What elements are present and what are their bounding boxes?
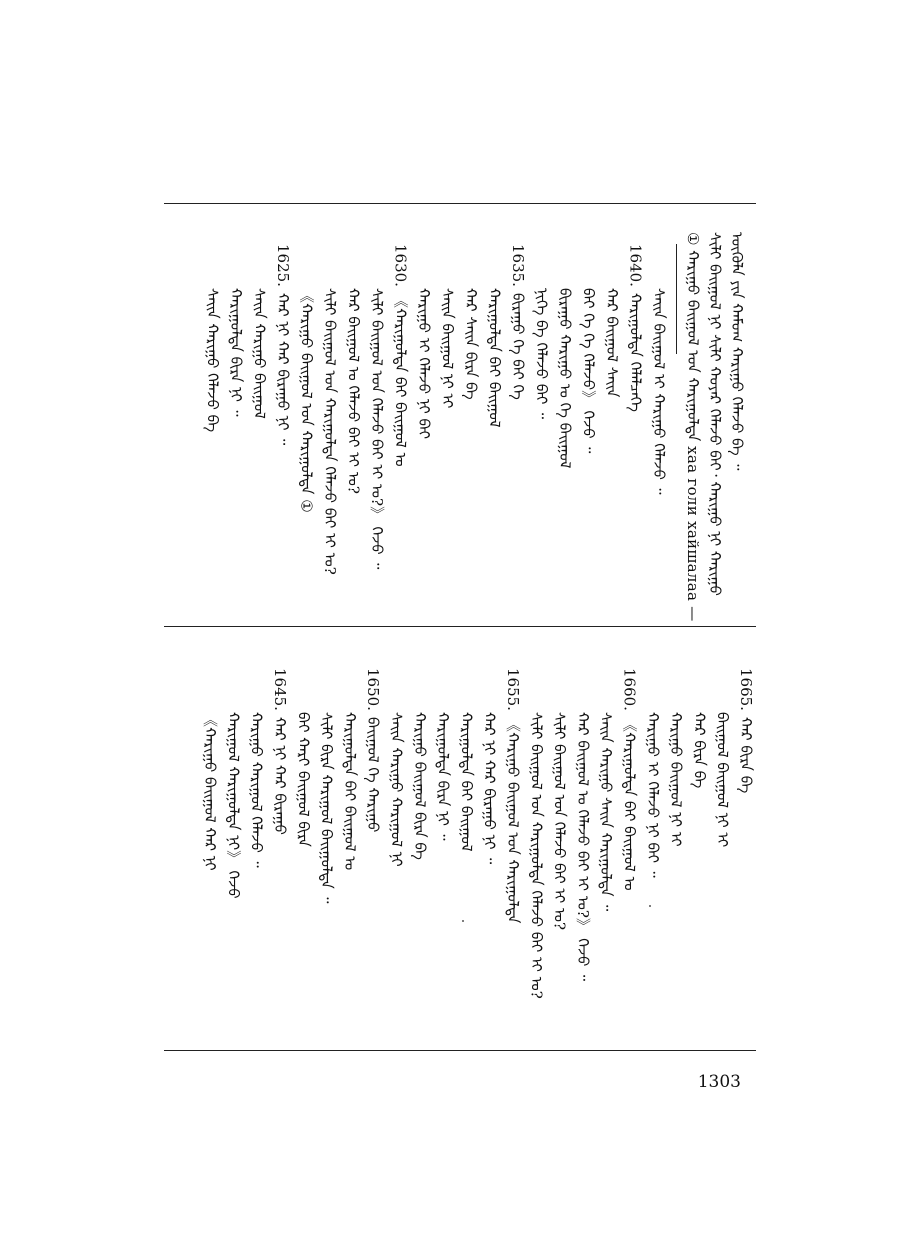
verse-column: [204, 288, 222, 432]
verse-column: [714, 712, 732, 847]
verse-line: ᠰᠢᠯᠢ ᠪᠠᠢᠭᠤᠯ ᠤᠨ ᠬᠠᠷᠢᠭᠤᠯᠲᠠ ᠬᠡᠯᠡᠵᠦ ᠪᠠᠢ ᠢ ᠤ?: [321, 288, 339, 575]
faint-dot: [462, 920, 464, 922]
footnote-line-text: ᠰᠢᠯᠢ ᠪᠠᠢᠭᠤᠯ ᠨᠢ ᠰᠢᠯᠢ ᠬᠤᠶᠠᠷ ᠬᠡᠯᠡᠵᠦ ᠪᠠᠢ᠂ ᠬᠠᠷᠢᠭᠤ ᠨᠢ ᠬᠠᠷᠢᠭᠤ: [706, 232, 724, 596]
verse-column: [621, 668, 639, 891]
footnote-line: [684, 232, 702, 622]
verse-column: [368, 288, 386, 569]
verse-line: ᠬᠠᠷ ᠪᠠᠢᠭᠤᠯ ᠤ ᠬᠡᠯᠡᠵᠦ ᠪᠠᠢ ᠢ ᠤ?: [344, 288, 363, 494]
verse-line: 《ᠬᠠᠷᠢᠭᠤᠯᠲᠠ ᠪᠠᠢ ᠪᠠᠢᠭᠤᠯ ᠤ: [391, 292, 410, 467]
verse-column: [271, 668, 289, 835]
verse-column: [737, 668, 755, 793]
verse-line: ᠬᠠᠷ ᠪᠠᠢᠭᠤᠯ ᠤ ᠬᠡᠯᠡᠵᠦ ᠪᠠᠢ ᠢ ᠤ?》 ᠭᠡᠵᠦ ᠃: [573, 712, 592, 982]
footnote-line: [728, 232, 746, 470]
verse-line: ᠪᠠᠢᠭᠤᠯ ᠭᠡ ᠬᠠᠷᠢᠭᠤ: [364, 716, 383, 833]
verse-column: [345, 288, 363, 494]
verse-line: 《ᠬᠠᠷᠢᠭᠤᠯᠲᠠ ᠪᠠᠢ ᠪᠠᠢᠭᠤᠯ ᠤ: [620, 716, 639, 891]
verse-column: [318, 712, 336, 903]
verse-column: [388, 712, 406, 867]
verse-line: ᠬᠠᠷᠢᠭᠤᠯ ᠬᠠᠷᠢᠭᠤᠯᠲᠠ ᠨᠢ》 ᠭᠡᠵᠦ: [224, 712, 243, 899]
verse-line: ᠬᠠᠷᠢᠭᠤ ᠪᠠᠢᠭᠤᠯ ᠪᠢᠷᠠ ᠪᠡ: [410, 712, 429, 860]
verse-column: [667, 712, 685, 847]
verse-line: ᠰᠢᠯᠢ ᠪᠠᠢᠭᠤᠯ ᠤᠨ ᠬᠡᠯᠡᠵᠦ ᠪᠠᠢ ᠢ ᠤ?: [550, 712, 569, 931]
verse-line: ᠬᠠᠷᠢᠭᠤ ᠢ ᠬᠡᠯᠡᠵᠦ ᠨᠢ ᠪᠠᠢ: [415, 288, 433, 439]
verse-column: [597, 712, 615, 911]
verse-column: [439, 288, 457, 408]
verse-line: ᠬᠠᠷᠢᠭᠤᠯᠲᠠ ᠪᠠᠢ ᠪᠠᠢᠭᠤᠯ ᠤ: [340, 712, 359, 871]
verse-column: [481, 712, 499, 864]
verse-line: ᠰᠠᠢᠨ ᠬᠠᠷᠢᠭᠤ ᠰᠠᠢᠨ ᠬᠠᠷᠢᠭᠤᠯᠲᠠ ᠃: [597, 712, 616, 912]
verse-column: [462, 288, 480, 400]
verse-column: [603, 288, 621, 397]
verse-column: [551, 712, 569, 930]
verse-line: ᠨᠢᠭᠡ ᠪᠡ ᠬᠡᠯᠡᠵᠦ ᠪᠠᠢ ᠃: [532, 288, 551, 420]
verse-line: 《ᠬᠠᠷᠢᠭᠤ ᠪᠠᠢᠭᠤᠯ ᠤᠨ ᠬᠠᠷᠢᠭᠤᠯᠲᠠ: [504, 716, 522, 924]
verse-column: [201, 712, 219, 871]
verse-line: ᠬᠠᠷ ᠪᠢᠷᠠ ᠪᠡ: [690, 712, 709, 789]
line-number: 1640.: [626, 244, 645, 287]
verse-line: ᠰᠢᠯᠢ ᠪᠠᠢᠭᠤᠯ ᠤᠨ ᠬᠠᠷᠢᠭᠤᠯᠲᠠ ᠬᠡᠯᠡᠵᠦ ᠪᠠᠢ ᠢ ᠤ?: [527, 712, 546, 999]
middle-rule: [164, 626, 756, 627]
verse-column: [650, 288, 668, 495]
footnote-separator: [676, 244, 677, 354]
verse-line: ᠰᠠᠢᠨ ᠪᠠᠢᠭᠤᠯ ᠨᠢ ᠢ: [438, 288, 457, 409]
line-number: 1645.: [271, 668, 289, 711]
verse-column: [457, 712, 475, 852]
verse-column: [341, 712, 359, 870]
verse-column: [251, 288, 269, 419]
verse-line: ᠬᠠᠷ ᠪᠠᠢᠭᠤᠯ ᠰᠠᠢᠨ: [603, 288, 621, 398]
verse-line: 《ᠬᠠᠷᠢᠭᠤ ᠪᠠᠢᠭᠤᠯ ᠬᠠᠷ ᠨᠢ: [201, 712, 220, 871]
verse-column: [556, 288, 574, 468]
verse-line: ᠰᠢᠯᠢ ᠪᠠᠢᠭᠤᠯ ᠤᠨ ᠬᠡᠯᠡᠵᠦ ᠪᠠᠢ ᠢ ᠤ?》 ᠭᠡᠵᠦ ᠃: [368, 288, 386, 570]
verse-line: ᠪᠠᠢ ᠭᠡ ᠭᠡ ᠬᠡᠯᠡᠵᠦ》 ᠭᠡᠵᠦ ᠃: [579, 288, 598, 454]
verse-line: ᠬᠠᠷ ᠪᠢᠷᠠ ᠪᠡ: [737, 716, 755, 794]
line-number: 1665.: [737, 668, 755, 711]
line-number: 1650.: [364, 668, 383, 711]
faint-dot: [649, 905, 651, 907]
verse-column: [321, 288, 339, 575]
verse-column: [627, 244, 645, 412]
footnote-line-text: ① ᠬᠠᠷᠢᠭᠤ ᠪᠠᠢᠭᠤᠯ ᠤᠨ ᠬᠠᠷᠢᠭᠤᠯᠲᠠ xaa голи xaйшалаа —: [684, 232, 702, 622]
verse-line: 《ᠬᠠᠷᠢᠭᠤ ᠪᠠᠢᠭᠤᠯ ᠤᠨ ᠬᠠᠷᠢᠭᠤᠯᠲᠠ ①: [297, 288, 316, 513]
verse-column: [224, 712, 242, 899]
verse-column: [574, 712, 592, 981]
verse-column: [227, 288, 245, 417]
line-number: 1655.: [504, 668, 522, 711]
verse-line: ᠪᠢᠷᠠᠭᠤ ᠬᠡ ᠪᠠᠢ ᠬᠡ: [509, 292, 527, 400]
verse-line: ᠬᠠᠷᠢᠭᠤ ᠬᠠᠷᠢᠭᠤᠯ ᠬᠡᠯᠡᠵᠦ ᠃: [247, 712, 266, 868]
verse-column: [411, 712, 429, 860]
verse-line: ᠬᠠᠷᠢᠭᠤᠯᠲᠠ ᠪᠠᠢ ᠪᠠᠢᠭᠤᠯ: [485, 288, 504, 428]
verse-line: ᠬᠠᠷ ᠨᠢ ᠬᠠᠷ ᠪᠢᠷᠠᠭᠤ ᠨᠢ ᠃: [480, 712, 499, 865]
verse-line: ᠰᠠᠢᠨ ᠪᠠᠢᠭᠤᠯ ᠢ ᠬᠠᠷᠢᠭᠤ ᠬᠡᠯᠡᠵᠦ ᠃: [650, 288, 668, 495]
verse-line: ᠪᠠᠢ ᠬᠠᠷᠢ ᠪᠠᠢᠭᠤᠯ ᠪᠢᠷᠠ: [294, 712, 313, 847]
verse-line: ᠬᠠᠷᠢᠭᠤ ᠢ ᠬᠡᠯᠡᠵᠦ ᠨᠢ ᠪᠠᠢ ᠃: [643, 712, 662, 878]
verse-line: ᠰᠠᠢᠨ ᠬᠠᠷᠢᠭᠤ ᠬᠡᠯᠡᠵᠦ ᠪᠡ: [203, 288, 222, 433]
verse-column: [274, 244, 292, 445]
verse-line: ᠬᠠᠷ ᠨᠢ ᠬᠠᠷ ᠪᠢᠷᠠᠭᠤ: [271, 716, 289, 835]
verse-column: [392, 244, 410, 467]
verse-line: ᠰᠠᠢᠨ ᠬᠠᠷᠢᠭᠤ ᠪᠠᠢᠭᠤᠯ: [250, 288, 269, 419]
verse-line: ᠰᠢᠯᠢ ᠪᠢᠷᠠ ᠬᠠᠷᠢᠭᠤᠯ ᠪᠠᠢᠭᠤᠯᠲᠠ ᠃: [317, 712, 336, 904]
verse-column: [298, 288, 316, 513]
verse-line: ᠰᠠᠢᠨ ᠬᠠᠷᠢᠭᠤ ᠬᠠᠷᠢᠭᠤᠯ ᠨᠢ: [387, 712, 406, 867]
verse-column: [527, 712, 545, 999]
top-rule: [164, 203, 756, 204]
line-number: 1660.: [620, 668, 639, 711]
line-number: 1625.: [274, 244, 292, 287]
line-number: 1635.: [509, 244, 527, 287]
verse-column: [644, 712, 662, 878]
line-number: 1630.: [391, 244, 410, 287]
footnote-line: [706, 232, 724, 596]
verse-line: ᠬᠠᠷᠢᠭᠤ ᠪᠠᠢᠭᠤᠯ ᠨᠢ ᠢ: [667, 712, 686, 847]
verse-line: ᠪᠠᠢᠭᠤᠯ ᠪᠠᠢᠭᠤᠯ ᠨᠢ ᠢ: [713, 712, 732, 848]
verse-column: [486, 288, 504, 428]
verse-column: [533, 288, 551, 419]
verse-column: [248, 712, 266, 868]
verse-line: ᠬᠠᠷᠢᠭᠤᠯᠲᠠ ᠪᠢᠷᠠ ᠨᠢ ᠃: [434, 712, 453, 841]
verse-column: [509, 244, 527, 400]
verse-line: ᠬᠠᠷ ᠰᠠᠢᠨ ᠪᠢᠷᠠ ᠪᠡ: [462, 288, 480, 400]
verse-column: [294, 712, 312, 847]
page-number: 1303: [697, 1072, 741, 1092]
verse-column: [690, 712, 708, 788]
verse-line: ᠪᠢᠷᠠᠭᠤ ᠬᠠᠷᠢᠭᠤ ᠤ ᠭᠡ ᠪᠠᠢᠭᠤᠯ: [556, 288, 574, 469]
verse-line: ᠬᠠᠷᠢᠭᠤᠯᠲᠠ ᠪᠠᠢ ᠪᠠᠢᠭᠤᠯ: [457, 712, 476, 852]
verse-column: [415, 288, 433, 439]
verse-line: ᠬᠠᠷᠢᠭᠤᠯᠲᠠ ᠬᠡᠯᠡᠯᠴᠡᠭᠡ: [626, 292, 645, 412]
verse-line: ᠬᠠᠷᠢᠭᠤᠯᠲᠠ ᠪᠢᠷᠠ ᠨᠢ ᠃: [227, 288, 245, 417]
verse-column: [580, 288, 598, 453]
verse-column: [364, 668, 382, 832]
verse-column: [434, 712, 452, 841]
footnote-line-text: ᠦᠭᠦᠯᠡ ᠶᠢᠨ ᠬᠠᠮᠤᠭ ᠬᠠᠷᠢᠭᠤ ᠬᠡᠯᠡᠵᠦ ᠪᠡ ᠃: [728, 232, 746, 471]
bottom-rule: [164, 1050, 756, 1051]
verse-column: [504, 668, 522, 923]
verse-line: ᠬᠠᠷ ᠨᠢ ᠬᠠᠷ ᠪᠢᠷᠠᠭᠤ ᠨᠢ ᠃: [274, 292, 292, 446]
